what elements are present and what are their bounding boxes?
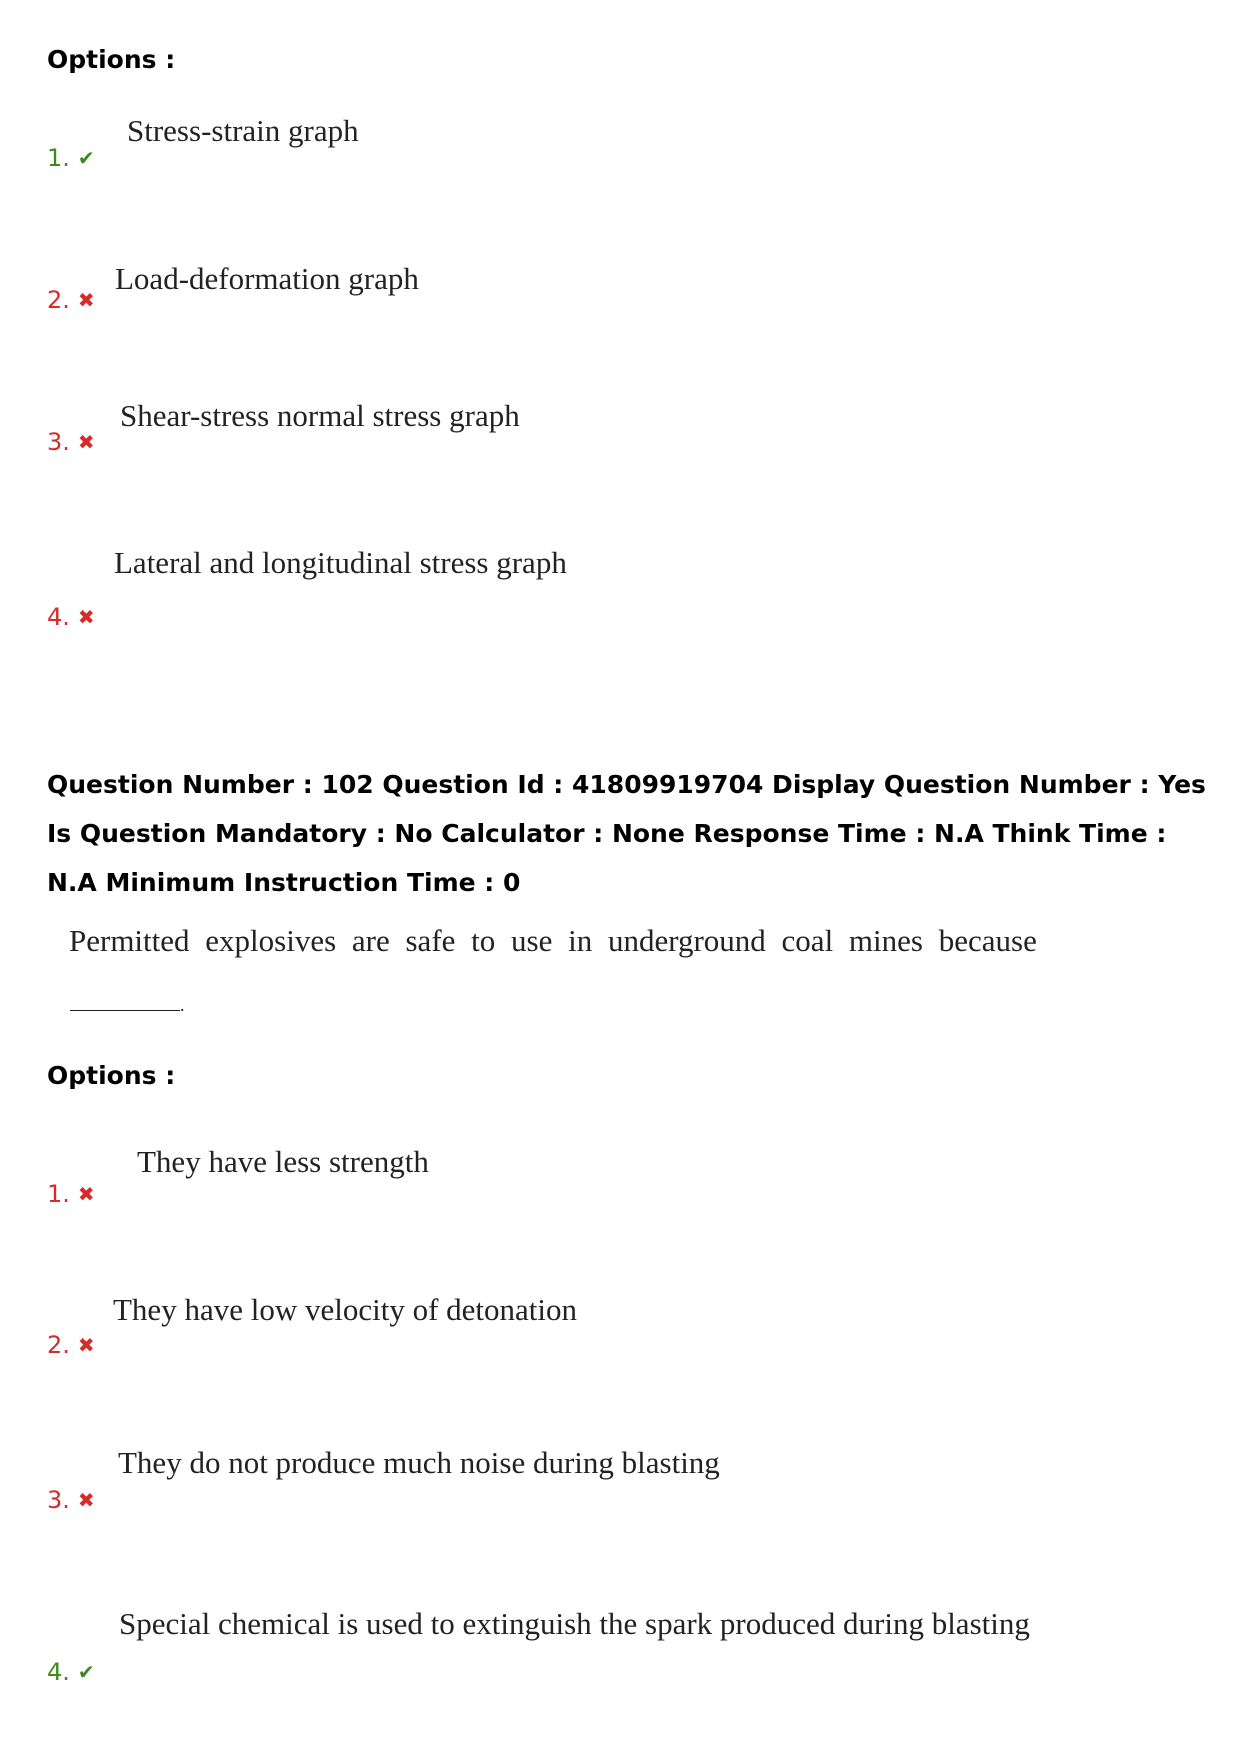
option-text: They have less strength (137, 1144, 429, 1179)
cross-icon: ✖ (77, 605, 95, 629)
option-number: 3. ✖ (47, 1486, 95, 1514)
answer-blank: . (70, 995, 185, 1016)
option-number: 2. ✖ (47, 1331, 95, 1359)
option-number: 1. ✔ (47, 144, 95, 172)
option-text: They have low velocity of detonation (113, 1292, 578, 1327)
check-icon: ✔ (77, 146, 95, 170)
option-number: 1. ✖ (47, 1180, 95, 1208)
options-heading: Options : (47, 45, 176, 74)
option-text: They do not produce much noise during blasting (118, 1445, 720, 1480)
option-number: 3. ✖ (47, 428, 95, 456)
cross-icon: ✖ (77, 1333, 95, 1357)
cross-icon: ✖ (77, 1488, 95, 1512)
option-number: 4. ✔ (47, 1658, 95, 1686)
question-stem: Permitted explosives are safe to use in underground coal mines because (69, 923, 1037, 958)
options-heading: Options : (47, 1061, 176, 1090)
cross-icon: ✖ (77, 430, 95, 454)
option-text: Special chemical is used to extinguish the spark produced during blasting (119, 1606, 1030, 1641)
option-text: Stress-strain graph (127, 113, 359, 148)
question-meta: Question Number : 102 Question Id : 41809919704 Display Question Number : Yes Is Question Mandatory : No Calculator : None Response Time : N.A Think Time : N.A Minimum Instruction Time : 0 (47, 770, 1206, 897)
cross-icon: ✖ (77, 288, 95, 312)
check-icon: ✔ (77, 1660, 95, 1684)
option-number: 4. ✖ (47, 603, 95, 631)
option-text: Shear-stress normal stress graph (120, 398, 520, 433)
option-text: Lateral and longitudinal stress graph (114, 545, 567, 580)
cross-icon: ✖ (77, 1182, 95, 1206)
option-text: Load-deformation graph (115, 261, 419, 296)
option-number: 2. ✖ (47, 286, 95, 314)
